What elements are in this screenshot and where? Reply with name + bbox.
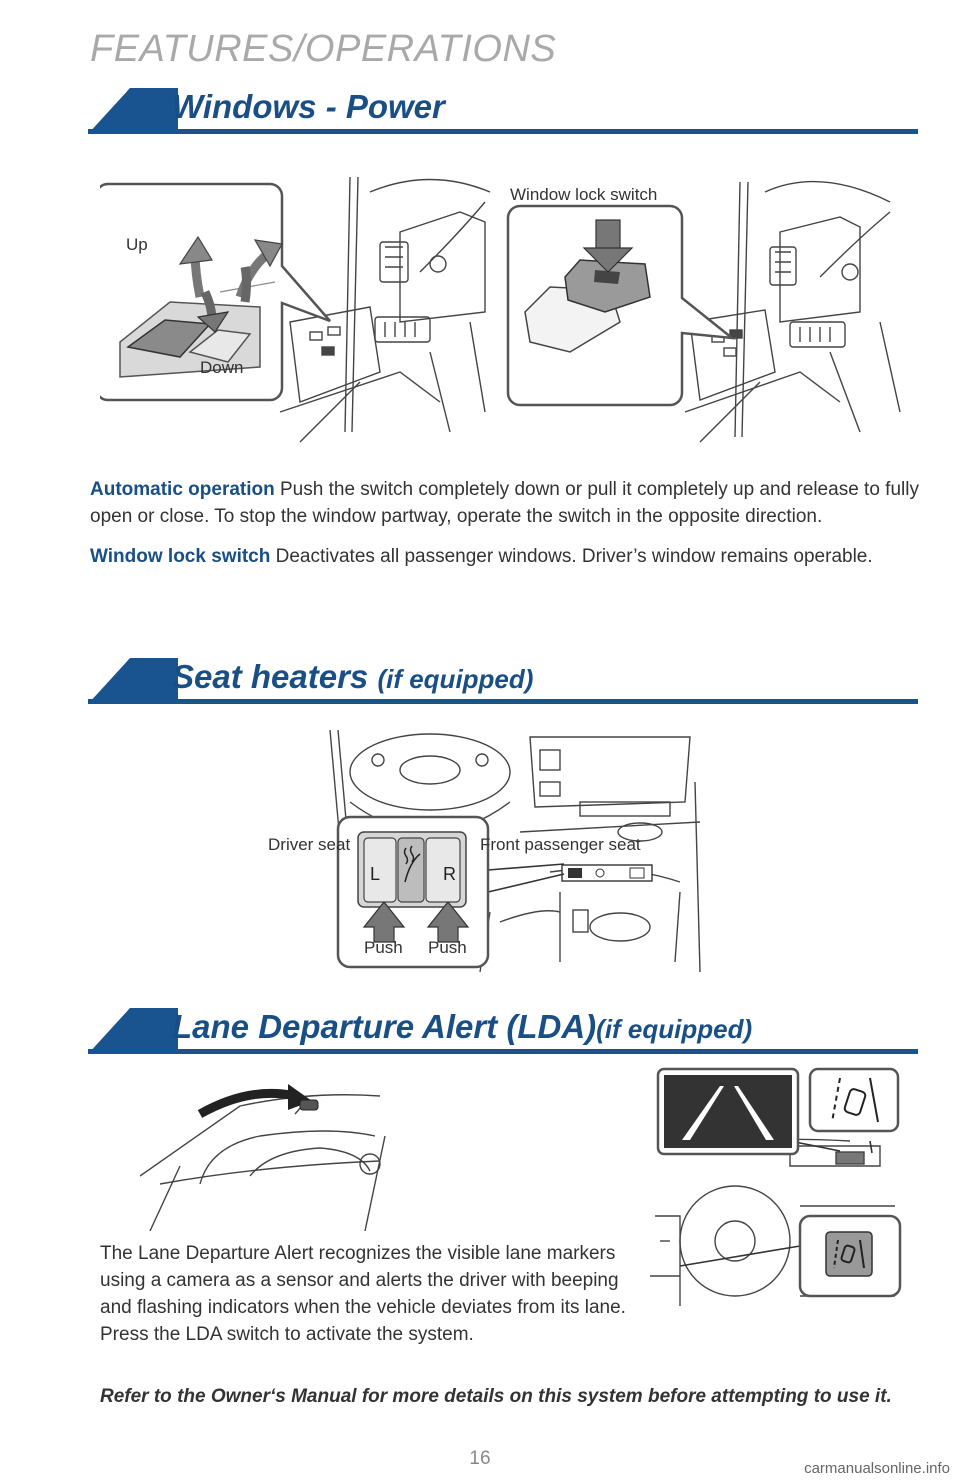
right-seat-label: R (443, 864, 456, 884)
windows-description (90, 476, 920, 583)
section-accent-shape (88, 658, 178, 704)
section-title: Lane Departure Alert (LDA)(if equipped) (172, 1008, 753, 1045)
window-lock-paragraph: Window lock switch Deactivates all passenger windows. Driver’s window remains operable. (90, 546, 873, 567)
power-window-illustration (100, 172, 920, 444)
lda-indicator-illustration (650, 1066, 910, 1316)
page-number: 16 (469, 1448, 491, 1469)
push-left-label: Push (364, 938, 403, 957)
page-header: FEATURES/OPERATIONS (90, 28, 557, 70)
section-rule (88, 129, 918, 134)
driver-seat-label: Driver seat (268, 835, 351, 854)
lda-switch (826, 1232, 872, 1276)
left-seat-label: L (370, 864, 381, 884)
windshield-camera-illustration (140, 1066, 400, 1231)
seat-heater-illustration (260, 722, 720, 977)
display-screen (664, 1075, 792, 1148)
section-title: Windows - Power (172, 88, 445, 125)
section-rule (88, 1049, 918, 1054)
watermark: carmanualsonline.info (804, 1460, 950, 1477)
lda-description: The Lane Departure Alert recognizes the visible lane markers using a camera as a sensor and alerts the driver with beeping and flashing indicators when the vehicle deviates from its lane. Press the LDA switch to activate the system. (100, 1243, 626, 1345)
pointer-arrow-icon (200, 1093, 295, 1114)
seat-heaters-section-header (88, 658, 918, 704)
camera-sensor-icon (300, 1100, 318, 1110)
window-lock-switch-label: Window lock switch (510, 185, 658, 204)
push-right-label: Push (428, 938, 467, 957)
section-accent-shape (88, 1008, 178, 1054)
section-accent-shape (88, 88, 178, 134)
automatic-operation-paragraph: Automatic operation Push the switch completely down or pull it completely up and release to fully open or close. To stop the window partway, operate the switch in the opposite direction. (90, 479, 919, 527)
seat-heater-switch-panel (562, 865, 652, 881)
section-rule (88, 699, 918, 704)
down-label: Down (200, 358, 244, 377)
owners-manual-note: Refer to the Owner‘s Manual for more details on this system before attempting to use it. (100, 1386, 892, 1407)
up-label: Up (126, 235, 148, 254)
lda-section-header (88, 1008, 918, 1054)
windows-section-header (88, 88, 918, 134)
front-passenger-seat-label: Front passenger seat (480, 835, 641, 854)
section-title: Seat heaters (if equipped) (172, 658, 534, 695)
